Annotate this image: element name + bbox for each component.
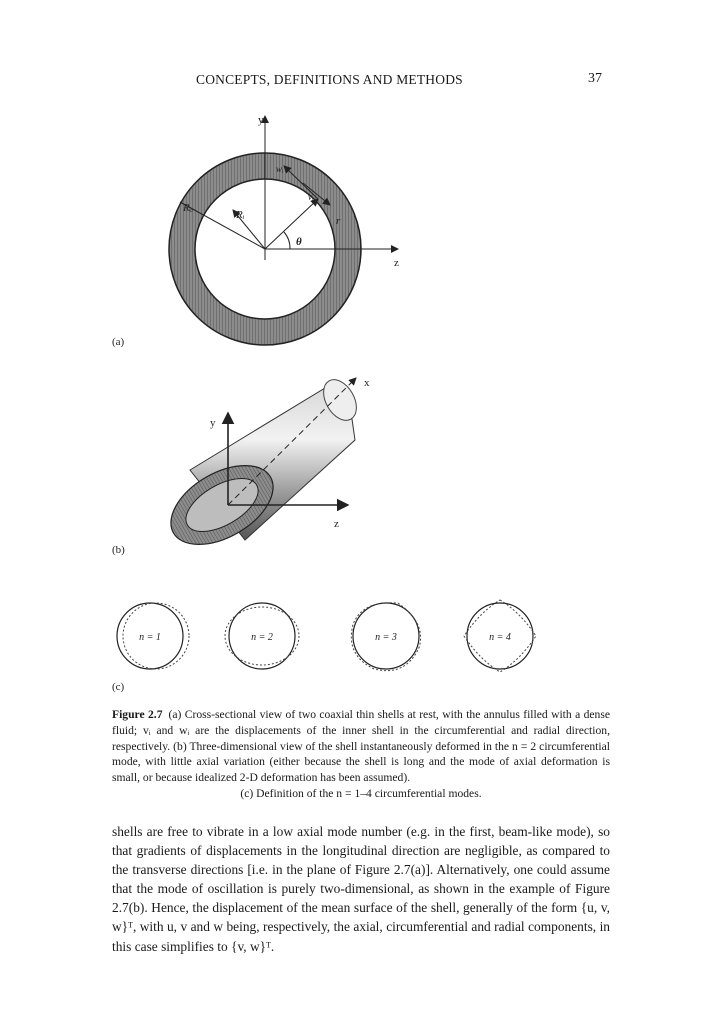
axis-z-label-b: z (334, 518, 339, 530)
caption-text: (a) Cross-sectional view of two coaxial thin shells at rest, with the annulus filled with a dense fluid; vᵢ and wᵢ are the displacements of the inner shell in the circumferential and radial direction, respectively. (b) Three-dimensional view of the shell instantaneously deformed in the n = 2 circumferential mode, with little axial variation (either because the shell is long and the mode of axial deformation is small, or because idealized 2-D deformation has been assumed). (112, 708, 610, 785)
panel-c-label: (c) (112, 681, 125, 693)
mode-n2-label: n = 2 (251, 632, 273, 643)
figure-caption (112, 707, 610, 802)
panel-b-3d-shell (112, 374, 370, 561)
mode-n3 (341, 591, 431, 681)
mode-n1 (117, 603, 189, 669)
axis-y-label-a: y (258, 114, 264, 126)
panel-a-cross-section (112, 114, 399, 348)
axis-z-label-a: z (394, 257, 399, 269)
label-vi: vᵢ (308, 192, 314, 202)
mode-n4 (464, 600, 536, 672)
label-Ri: Rᵢ (236, 209, 245, 221)
label-Ro: Rₒ (183, 202, 193, 214)
label-r: r (336, 215, 341, 227)
mode-n1-label: n = 1 (139, 632, 161, 643)
caption-last-line: (c) Definition of the n = 1–4 circumferential modes. (240, 786, 482, 800)
axis-y-label-b: y (210, 417, 216, 429)
mode-n4-label: n = 4 (489, 632, 511, 643)
body-paragraph: shells are free to vibrate in a low axial mode number (e.g. in the first, beam-like mode), so that gradients of displacements in the longitudinal direction are negligible, as compared to the transverse directions [i.e. in the plane of Figure 2.7(a)]. Alternatively, one could assume that the mode of oscillation is purely two-dimensional, as shown in the example of Figure 2.7(b). Hence, the displacement of the mean surface of the shell, generally of the form {u, v, w}ᵀ, with u, v and w being, respectively, the axial, circumferential and radial components, in this case simplifies to {v, w}ᵀ. (112, 824, 610, 954)
mode-n3-label: n = 3 (375, 632, 397, 643)
panel-b-label: (b) (112, 544, 125, 556)
panel-a-label: (a) (112, 336, 125, 348)
axis-x-label-b: x (364, 377, 370, 389)
label-theta: θ (296, 236, 302, 248)
panel-c-modes (112, 591, 536, 693)
caption-number: Figure 2.7 (112, 708, 163, 721)
running-head: CONCEPTS, DEFINITIONS AND METHODS (196, 72, 463, 87)
page-number: 37 (588, 71, 602, 86)
label-wi: wᵢ (276, 164, 284, 174)
mode-n2 (225, 603, 299, 669)
